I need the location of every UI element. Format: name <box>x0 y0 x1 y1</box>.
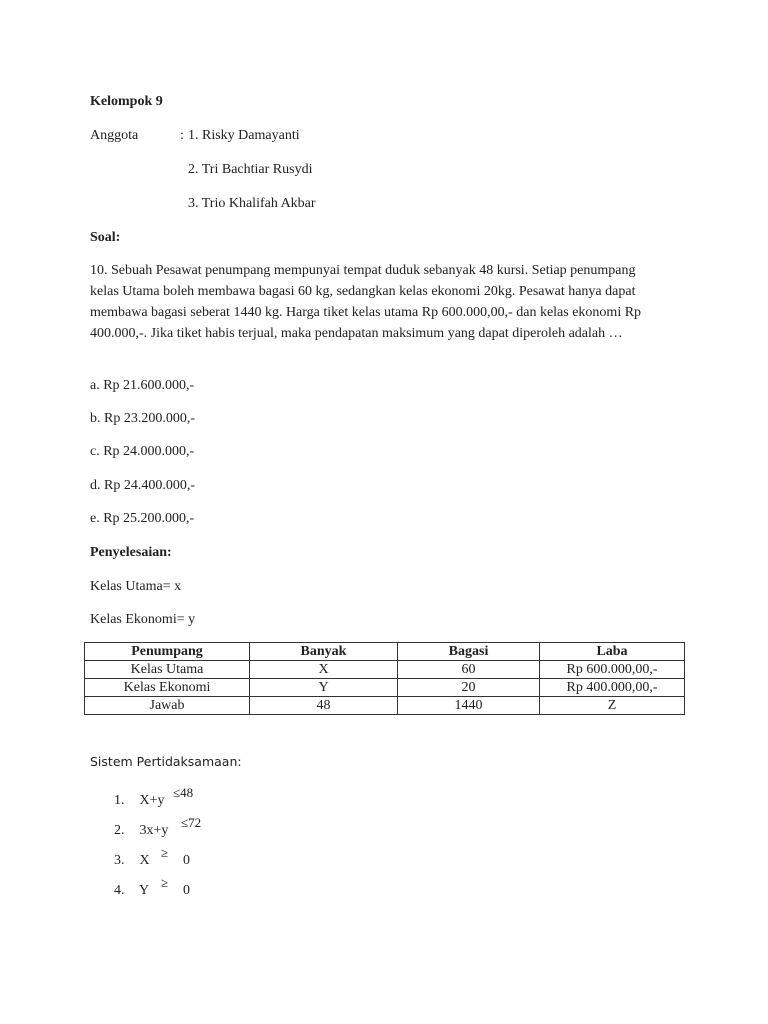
table-cell: Rp 600.000,00,- <box>540 661 685 679</box>
inequality-expression: Y <box>138 883 150 898</box>
inequality-expression: X <box>139 853 150 868</box>
table-cell: Rp 400.000,00,- <box>540 679 685 697</box>
table-row <box>85 697 685 715</box>
table-cell: 20 <box>398 679 540 697</box>
solution-label: Penyelesaian: <box>90 545 172 560</box>
inequality-number: 2. <box>114 823 125 838</box>
question-label: Soal: <box>90 230 121 245</box>
var-x-definition: Kelas Utama= x <box>90 579 182 594</box>
members-label: Anggota <box>90 128 139 143</box>
question-text: 10. Sebuah Pesawat penumpang mempunyai tempat duduk sebanyak 48 kursi. Setiap penumpang kelas Utama boleh membawa bagasi 60 kg, sedangkan kelas ekonomi 20kg. Pesawat hanya dapat membawa bagasi seberat 1440 kg. Harga tiket kelas utama Rp 600.000,00,- dan kelas ekonomi Rp 400.000,-. Jika tiket habis terjual, maka pendapatan maksimum yang dapat diperoleh adalah … <box>90 263 642 341</box>
table-row <box>85 679 685 697</box>
table-header-row <box>85 643 685 661</box>
column-header: Bagasi <box>398 643 540 661</box>
inequality-3 <box>114 853 150 869</box>
member-1: 1. Risky Damayanti <box>188 128 300 143</box>
members-colon: : <box>180 128 184 143</box>
option-b: b. Rp 23.200.000,- <box>90 411 195 426</box>
table-cell: Kelas Ekonomi <box>85 679 250 697</box>
var-y-definition: Kelas Ekonomi= y <box>90 612 196 627</box>
table-cell: Jawab <box>85 697 250 715</box>
option-c: c. Rp 24.000.000,- <box>90 444 195 459</box>
column-header: Banyak <box>250 643 398 661</box>
table-cell: 48 <box>250 697 398 715</box>
system-label: Sistem Pertidaksamaan: <box>90 754 242 769</box>
inequality-expression: 3x+y <box>139 823 169 838</box>
table-cell: 60 <box>398 661 540 679</box>
inequality-symbol: ≥ <box>161 845 169 860</box>
column-header: Penumpang <box>85 643 250 661</box>
option-e: e. Rp 25.200.000,- <box>90 511 195 526</box>
inequality-number: 1. <box>114 793 125 808</box>
inequality-rhs: 0 <box>183 853 190 868</box>
inequality-number: 4. <box>114 883 125 898</box>
inequality-symbol: ≤72 <box>181 815 202 830</box>
inequality-4 <box>114 883 149 899</box>
column-header: Laba <box>540 643 685 661</box>
option-d: d. Rp 24.400.000,- <box>90 478 195 493</box>
table-cell: Y <box>250 679 398 697</box>
member-2: 2. Tri Bachtiar Rusydi <box>188 162 313 177</box>
solution-table <box>84 642 685 715</box>
inequality-rhs: 0 <box>183 883 190 898</box>
table-cell: Z <box>540 697 685 715</box>
table-cell: 1440 <box>398 697 540 715</box>
inequality-symbol: ≥ <box>161 875 169 890</box>
table-row <box>85 661 685 679</box>
member-3: 3. Trio Khalifah Akbar <box>188 196 316 211</box>
inequality-number: 3. <box>114 853 125 868</box>
table-cell: Kelas Utama <box>85 661 250 679</box>
inequality-expression: X+y <box>139 793 165 808</box>
inequality-symbol: ≤48 <box>173 785 194 800</box>
table-cell: X <box>250 661 398 679</box>
group-title: Kelompok 9 <box>90 94 163 109</box>
inequality-2 <box>114 823 168 839</box>
option-a: a. Rp 21.600.000,- <box>90 378 195 393</box>
inequality-1 <box>114 793 165 809</box>
